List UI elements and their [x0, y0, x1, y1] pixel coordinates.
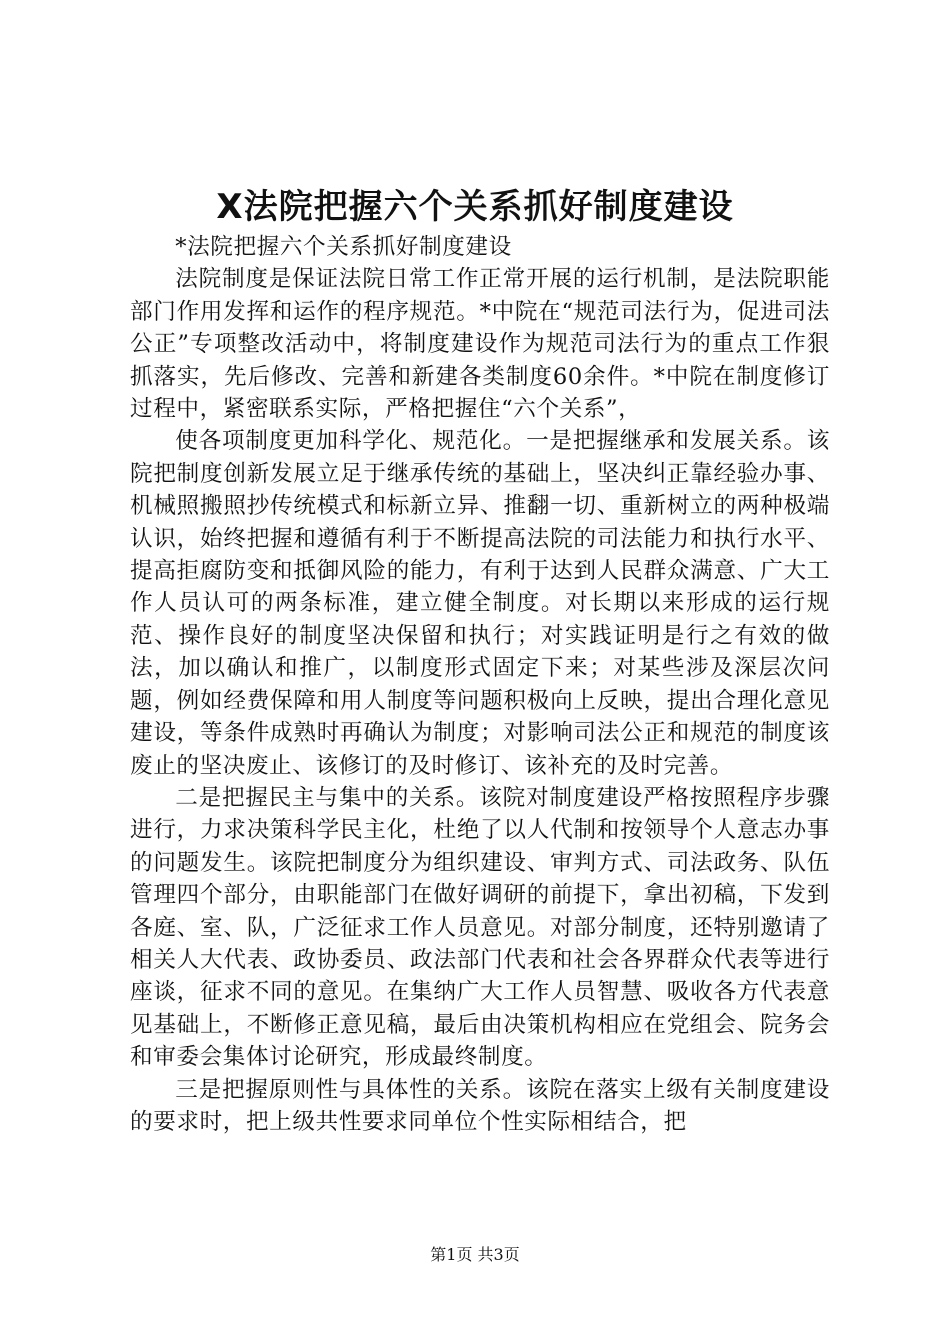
paragraph-subtitle: *法院把握六个关系抓好制度建设	[175, 234, 512, 260]
paragraph-relation-three: 三是把握原则性与具体性的关系。该院在落实上级有关制度建设的要求时，把上级共性要求同单位个性实际相结合，把	[130, 1076, 830, 1135]
document-body	[130, 231, 830, 1138]
paragraph-relation-one: 使各项制度更加科学化、规范化。一是把握继承和发展关系。该院把制度创新发展立足于继承传统的基础上，坚决纠正靠经验办事、机械照搬照抄传统模式和标新立异、推翻一切、重新树立的两种极端认识，始终把握和遵循有利于不断提高法院的司法能力和执行水平、提高拒腐防变和抵御风险的能力，有利于达到人民群众满意、广大工作人员认可的两条标准，建立健全制度。对长期以来形成的运行规范、操作良好的制度坚决保留和执行；对实践证明是行之有效的做法，加以确认和推广，以制度形式固定下来；对某些涉及深层次问题，例如经费保障和用人制度等问题积极向上反映，提出合理化意见建设，等条件成熟时再确认为制度；对影响司法公正和规范的制度该废止的坚决废止、该修订的及时修订、该补充的及时完善。	[130, 428, 830, 779]
paragraph-relation-two: 二是把握民主与集中的关系。该院对制度建设严格按照程序步骤进行，力求决策科学民主化，杜绝了以人代制和按领导个人意志办事的问题发生。该院把制度分为组织建设、审判方式、司法政务、队伍管理四个部分，由职能部门在做好调研的前提下，拿出初稿，下发到各庭、室、队，广泛征求工作人员意见。对部分制度，还特别邀请了相关人大代表、政协委员、政法部门代表和社会各界群众代表等进行座谈，征求不同的意见。在集纳广大工作人员智慧、吸收各方代表意见基础上，不断修正意见稿，最后由决策机构相应在党组会、院务会和审委会集体讨论研究，形成最终制度。	[130, 784, 830, 1071]
paragraph-intro: 法院制度是保证法院日常工作正常开展的运行机制，是法院职能部门作用发挥和运作的程序规范。*中院在“规范司法行为，促进司法公正”专项整改活动中，将制度建设作为规范司法行为的重点工作狠抓落实，先后修改、完善和新建各类制度60余件。*中院在制度修订过程中，紧密联系实际，严格把握住“六个关系”，	[130, 266, 830, 423]
page-number-footer: 第1页 共3页	[430, 1245, 520, 1264]
document-title: X法院把握六个关系抓好制度建设	[216, 187, 734, 227]
